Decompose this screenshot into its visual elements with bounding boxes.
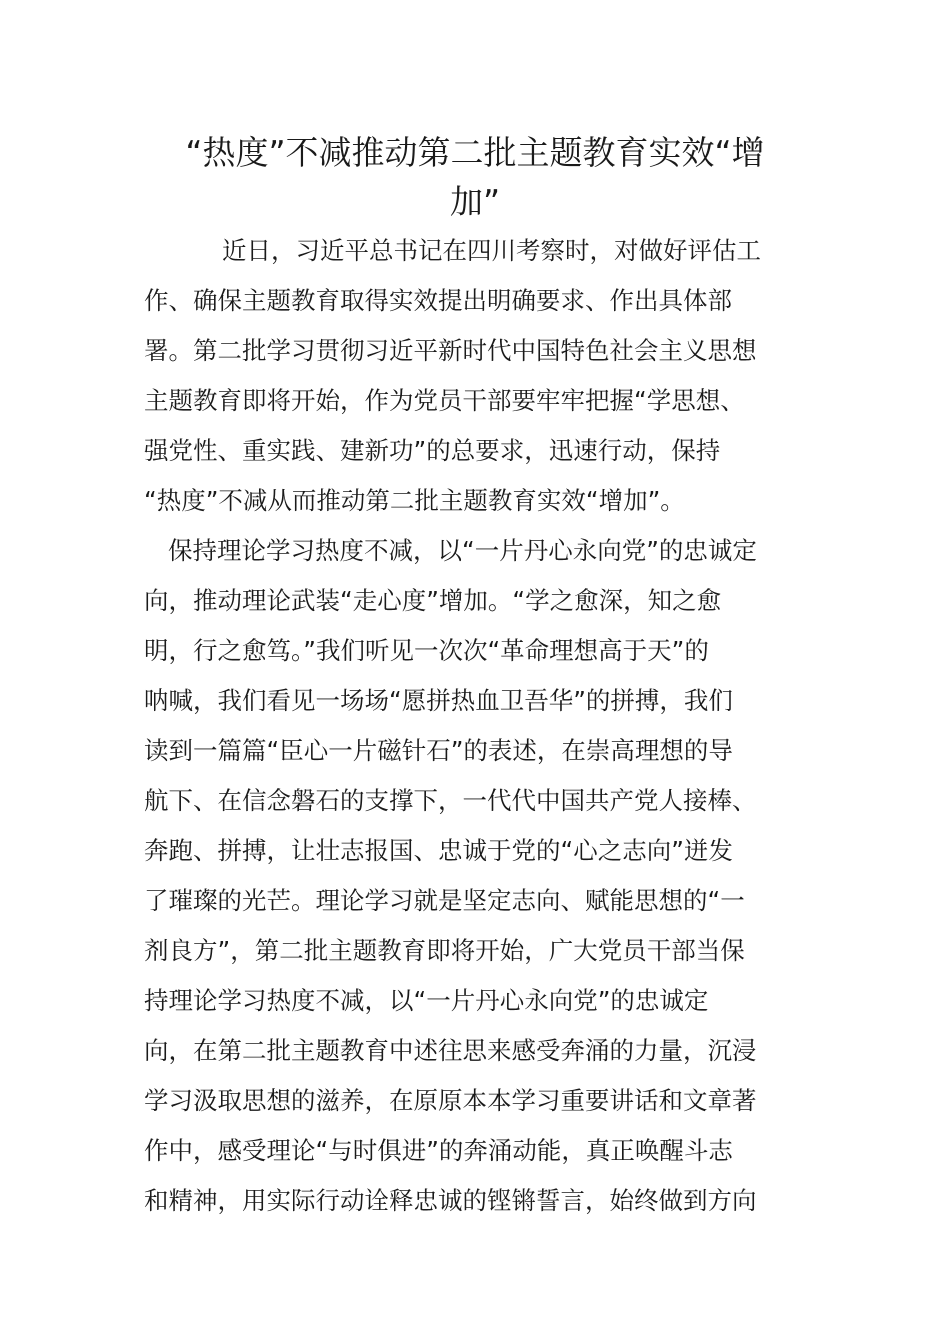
title-line: 加”: [449, 182, 501, 221]
body-text-line: 向，在第二批主题教育中述往思来感受奔涌的力量，沉浸: [144, 1036, 757, 1065]
body-text-line: 近日，习近平总书记在四川考察时，对做好评估工: [222, 236, 761, 265]
body-text-line: 和精神，用实际行动诠释忠诚的铿锵誓言，始终做到方向: [144, 1186, 757, 1215]
body-text-line: 剂良方”，第二批主题教育即将开始，广大党员干部当保: [144, 936, 745, 965]
body-text-line: 主题教育即将开始，作为党员干部要牢牢把握“学思想、: [144, 386, 745, 415]
body-text-line: 持理论学习热度不减，以“一片丹心永向党”的忠诚定: [144, 986, 709, 1015]
body-text-line: “热度”不减从而推动第二批主题教育实效“增加”。: [144, 486, 685, 515]
body-text-line: 作中，感受理论“与时俱进”的奔涌动能，真正唤醒斗志: [144, 1136, 733, 1165]
document-title: [140, 128, 810, 226]
body-text-line: 呐喊，我们看见一场场“愿拼热血卫吾华”的拼搏，我们: [144, 686, 733, 715]
body-text-line: 读到一篇篇“臣心一片磁针石”的表述，在崇高理想的导: [144, 736, 733, 765]
title-line: “热度”不减推动第二批主题教育实效“增: [185, 133, 765, 172]
body-text-line: 奔跑、拼搏，让壮志报国、忠诚于党的“心之志向”迸发: [144, 836, 733, 865]
body-text-line: 明，行之愈笃。”我们听见一次次“革命理想高于天”的: [144, 636, 709, 665]
body-text-line: 了璀璨的光芒。理论学习就是坚定志向、赋能思想的“一: [144, 886, 745, 915]
body-text-line: 作、确保主题教育取得实效提出明确要求、作出具体部: [144, 286, 732, 315]
body-text-line: 强党性、重实践、建新功”的总要求，迅速行动，保持: [144, 436, 721, 465]
body-text-line: 署。第二批学习贯彻习近平新时代中国特色社会主义思想: [144, 336, 757, 365]
body-text-line: 向，推动理论武装“走心度”增加。“学之愈深，知之愈: [144, 586, 722, 615]
body-text-line: 航下、在信念磐石的支撑下，一代代中国共产党人接棒、: [144, 786, 757, 815]
body-text-line: 保持理论学习热度不减，以“一片丹心永向党”的忠诚定: [168, 536, 757, 565]
body-text-line: 学习汲取思想的滋养，在原原本本学习重要讲话和文章著: [144, 1086, 757, 1115]
